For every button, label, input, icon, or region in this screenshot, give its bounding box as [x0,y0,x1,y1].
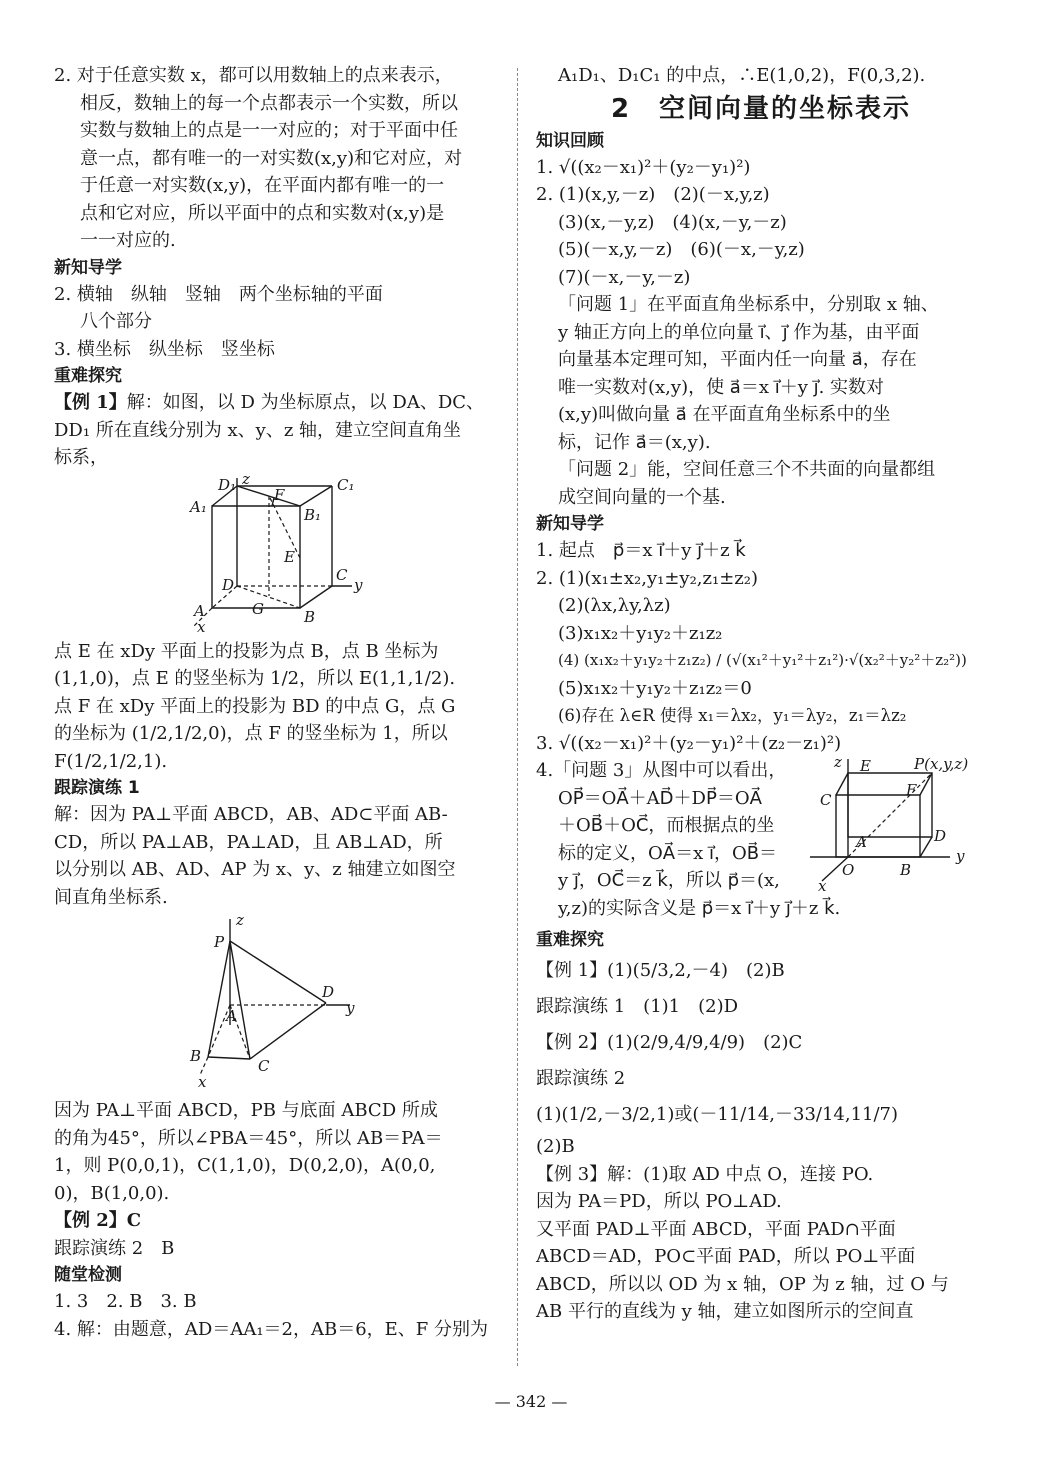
left-column [54,62,504,1343]
fig-label: P(x,y,z) [914,757,969,773]
fig-label: z [834,757,842,771]
text-line: 4. 解：由题意，AD＝AA₁＝2，AB＝6，E、F 分别为 [54,1318,489,1340]
text-line: (4) (x₁x₂＋y₁y₂＋z₁z₂) / (√(x₁²＋y₁²＋z₁²)·√(x₂²＋y₂²＋z₂²)) [558,651,967,669]
fig-label: C [336,565,348,584]
fig-label: F [906,781,917,799]
fig-label: C [258,1057,270,1075]
right-column [536,62,986,1326]
fig-label: E [284,547,295,566]
fig-label: G [252,599,264,618]
fig-label: z [236,915,244,929]
section-heading: 新知导学 [54,257,122,278]
section-heading: 随堂检测 [54,1265,122,1285]
fig-label: y [354,575,363,594]
fig-label: O [842,861,855,879]
text-line: 唯一实数对(x,y)，使 a⃗＝x i⃗＋y j⃗. 实数对 [558,376,885,398]
text-line: (2)B [536,1136,575,1157]
text-line: 4.「问题 3」从图中可以看出， [536,760,787,781]
text-line: 1，则 P(0,0,1)，C(1,1,0)，D(0,2,0)，A(0,0, [54,1155,436,1176]
text-line: ABCD，所以以 OD 为 x 轴，OP 为 z 轴，过 O 与 [536,1273,949,1295]
text-line: 意一点，都有唯一的一对实数(x,y)和它对应，对 [80,147,463,169]
text-line: A₁D₁、D₁C₁ 的中点，∴E(1,0,2)，F(0,3,2). [558,65,926,86]
fig-label: B₁ [304,505,322,524]
fig-label: E [860,757,871,775]
fig-label: P [214,933,225,951]
fig-label: B [190,1047,202,1065]
text-line: 解：因为 PA⊥平面 ABCD，AB、AD⊂平面 AB- [54,804,448,825]
text-line: 标，记作 a⃗＝(x,y). [558,431,711,453]
text-line: ABCD＝AD，PO⊂平面 PAD，所以 PO⊥平面 [536,1246,916,1267]
text-line: 跟踪演练 1 (1)1 (2)D [536,996,739,1017]
example-2-answer: 【例 2】C [54,1210,142,1231]
section-heading: 重难探究 [54,366,122,386]
text-line: 成空间向量的一个基. [558,486,726,508]
text-line: 3. √((x₂－x₁)²＋(y₂－y₁)²＋(z₂－z₁)²) [536,732,842,754]
page-number: — 342 — [494,1392,568,1411]
text-line: (7)(－x,－y,－z) [558,266,691,288]
text-line: 「问题 1」在平面直角坐标系中，分别取 x 轴、 [558,294,939,315]
text-line: 2. 对于任意实数 x，都可以用数轴上的点来表示， [54,65,453,86]
text-line: 1. √((x₂－x₁)²＋(y₂－y₁)²) [536,156,751,178]
text-line: (x,y)叫做向量 a⃗ 在平面直角坐标系中的坐 [558,404,891,425]
fig-label: x [197,617,206,634]
fig-label: C₁ [337,475,355,494]
text-line: 相反，数轴上的每一个点都表示一个实数，所以 [80,92,458,114]
text-line: 一一对应的. [80,230,176,251]
text-line: 实数与数轴上的点是一一对应的；对于平面中任 [80,120,458,141]
text-line: 【例 3】解：(1)取 AD 中点 O，连接 PO. [536,1163,874,1185]
fig-label: D₁ [218,475,237,494]
text-line: (6)存在 λ∈R 使得 x₁＝λx₂，y₁＝λy₂，z₁＝λz₂ [558,706,907,725]
text-line: y 轴正方向上的单位向量 i⃗、j⃗ 作为基，由平面 [558,321,920,343]
text-line: 2. (1)(x,y,－z) (2)(－x,y,z) [536,184,770,205]
fig-label: D [934,827,947,845]
text-line: 标系， [54,447,108,468]
text-line: 跟踪演练 2 [536,1068,626,1089]
vector-cube-diagram [810,757,986,897]
text-line: (5)(－x,y,－z) (6)(－x,－y,z) [558,239,805,260]
text-line: 的坐标为 (1/2,1/2,0)，点 F 的竖坐标为 1，所以 [54,723,448,744]
text-line: 八个部分 [80,311,152,332]
example-label: 【例 1】 [54,392,127,413]
text-line: 向量基本定理可知，平面内任一向量 a⃗，存在 [558,349,917,370]
text-line: 2. (1)(x₁±x₂,y₁±y₂,z₁±z₂) [536,567,759,589]
fig-label: A [226,1007,237,1025]
text-line: 1. 起点 p⃗＝x i⃗＋y j⃗＋z k⃗ [536,540,746,561]
fig-label: A [856,833,867,851]
section-heading: 知识回顾 [536,130,604,151]
text-line: 因为 PA⊥平面 ABCD，PB 与底面 ABCD 所成 [54,1100,438,1121]
text-line: 【例 1】(1)(5/3,2,－4) (2)B [536,960,785,981]
text-line: 因为 PA＝PD，所以 PO⊥AD. [536,1191,782,1212]
fig-label: B [900,861,912,879]
text-line: 3. 横坐标 纵坐标 竖坐标 [54,338,275,360]
text-line: 2. 横轴 纵轴 竖轴 两个坐标轴的平面 [54,283,383,305]
text-line: 解：如图，以 D 为坐标原点，以 DA、DC、 [126,392,485,413]
text-line: (3)x₁x₂＋y₁y₂＋z₁z₂ [558,622,723,644]
fig-label: B [304,607,316,626]
cube-diagram [54,476,504,634]
fig-label: D [222,575,235,594]
fig-label: x [198,1073,207,1091]
text-line: (2)(λx,λy,λz) [558,595,671,616]
text-line: CD，所以 PA⊥AB，PA⊥AD，且 AB⊥AD，所 [54,831,443,853]
exercise-2-answer: 跟踪演练 2 B [54,1237,175,1259]
column-divider [517,68,518,1366]
text-line: y,z)的实际含义是 p⃗＝x i⃗＋y j⃗＋z k⃗. [558,897,841,919]
text-line: y j⃗，OC⃗＝z k⃗，所以 p⃗＝(x, [558,870,780,891]
text-line: ＋OB⃗＋OC⃗，而根据点的坐 [558,815,775,836]
text-line: 以分别以 AB、AD、AP 为 x、y、z 轴建立如图空 [54,859,456,880]
text-line: 又平面 PAD⊥平面 ABCD，平面 PAD∩平面 [536,1218,896,1240]
text-line: 间直角坐标系. [54,886,168,908]
text-line: 标的定义，OA⃗＝x i⃗，OB⃗＝ [558,842,778,864]
text-line: AB 平行的直线为 y 轴，建立如图所示的空间直 [536,1301,914,1322]
text-line: 的角为45°，所以∠PBA＝45°，所以 AB＝PA＝ [54,1127,443,1149]
fig-label: C [820,791,832,809]
text-line: 「问题 2」能，空间任意三个不共面的向量都组 [558,459,936,480]
pyramid-diagram [54,915,504,1093]
text-line: 1. 3 2. B 3. B [54,1291,197,1312]
text-line: (5)x₁x₂＋y₁y₂＋z₁z₂＝0 [558,677,752,699]
fig-label: x [818,877,827,895]
fig-label: y [956,847,965,865]
text-line: (1,1,0)，点 E 的竖坐标为 1/2，所以 E(1,1,1/2). [54,668,456,689]
text-line: DD₁ 所在直线分别为 x、y、z 轴，建立空间直角坐 [54,419,462,441]
text-line: OP⃗＝OA⃗＋AD⃗＋DP⃗＝OA⃗ [558,787,762,809]
text-line: F(1/2,1/2,1). [54,750,168,772]
fig-label: y [346,999,355,1017]
section-heading: 重难探究 [536,930,604,950]
fig-label: z [242,475,250,488]
exercise-heading: 跟踪演练 1 [54,778,140,798]
text-line: 于任意一对实数(x,y)，在平面内都有唯一的一 [80,175,445,196]
section-heading: 新知导学 [536,514,604,534]
answer-2-block [54,62,504,255]
fig-label: A₁ [190,497,207,516]
text-line: 【例 2】(1)(2/9,4/9,4/9) (2)C [536,1032,803,1053]
text-line: 0)，B(1,0,0). [54,1182,170,1204]
problem-3-block [536,757,986,927]
text-line: 点 F 在 xDy 平面上的投影为 BD 的中点 G，点 G [54,695,456,717]
fig-label: D [322,983,335,1001]
section-title: 2 空间向量的坐标表示 [610,93,912,124]
fig-label: A [194,601,205,620]
text-line: 点 E 在 xDy 平面上的投影为点 B，点 B 坐标为 [54,640,439,662]
text-line: (3)(x,－y,z) (4)(x,－y,－z) [558,211,787,233]
text-line: (1)(1/2,－3/2,1)或(－11/14,－33/14,11/7) [536,1104,899,1125]
fig-label: F [274,485,285,504]
text-line: 点和它对应，所以平面中的点和实数对(x,y)是 [80,202,445,224]
